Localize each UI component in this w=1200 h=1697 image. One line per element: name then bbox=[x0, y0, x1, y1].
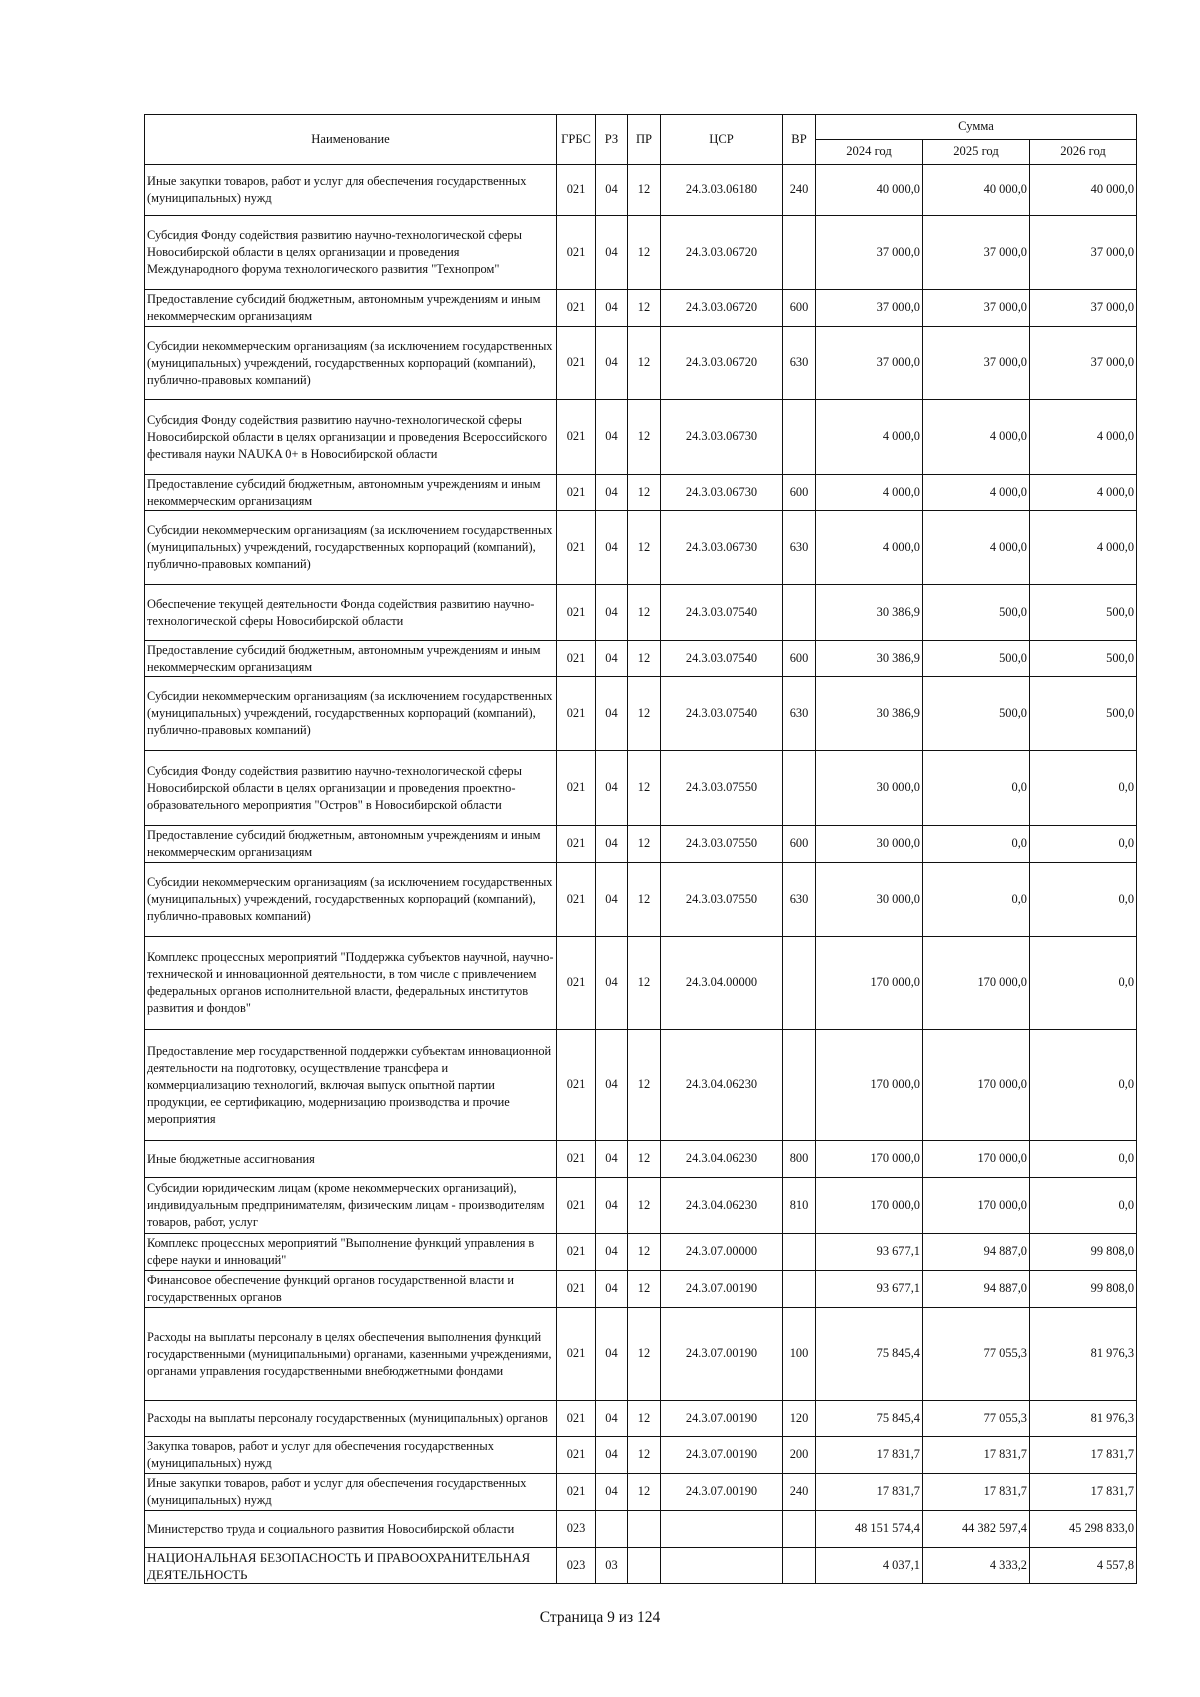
table-row bbox=[145, 216, 1137, 290]
cell-sum-2024: 170 000,0 bbox=[816, 1178, 923, 1234]
cell-grbs: 021 bbox=[557, 863, 596, 937]
table-row bbox=[145, 751, 1137, 826]
cell-rz: 03 bbox=[596, 1548, 628, 1584]
cell-name: Субсидии некоммерческим организациям (за исключением государственных (муниципальных) учреждений, государственных корпораций (компаний), публично-правовых компаний) bbox=[145, 677, 557, 751]
cell-grbs: 021 bbox=[557, 1437, 596, 1474]
cell-sum-2024: 75 845,4 bbox=[816, 1308, 923, 1401]
cell-name: Иные закупки товаров, работ и услуг для обеспечения государственных (муниципальных) нужд bbox=[145, 1474, 557, 1511]
cell-sum-2024: 48 151 574,4 bbox=[816, 1511, 923, 1548]
cell-sum-2025: 170 000,0 bbox=[923, 937, 1030, 1030]
cell-sum-2025: 40 000,0 bbox=[923, 165, 1030, 216]
cell-sum-2026: 4 000,0 bbox=[1030, 475, 1137, 511]
cell-csr: 24.3.03.06720 bbox=[661, 327, 783, 400]
cell-csr bbox=[661, 1548, 783, 1584]
cell-grbs: 021 bbox=[557, 1308, 596, 1401]
cell-name: Предоставление мер государственной поддержки субъектам инновационной деятельности на подготовку, осуществление трансфера и коммерциализацию технологий, включая выпуск опытной партии продукции, ее сертификацию, модернизацию производства и прочие мероприятия bbox=[145, 1030, 557, 1141]
cell-sum-2026: 500,0 bbox=[1030, 585, 1137, 641]
cell-sum-2025: 44 382 597,4 bbox=[923, 1511, 1030, 1548]
cell-vr bbox=[783, 937, 816, 1030]
cell-sum-2026: 81 976,3 bbox=[1030, 1401, 1137, 1437]
table-header bbox=[145, 115, 1137, 165]
table-row bbox=[145, 1141, 1137, 1178]
cell-grbs: 021 bbox=[557, 327, 596, 400]
table-body bbox=[145, 165, 1137, 1584]
cell-grbs: 021 bbox=[557, 216, 596, 290]
cell-sum-2025: 4 000,0 bbox=[923, 400, 1030, 475]
cell-sum-2024: 4 000,0 bbox=[816, 400, 923, 475]
col-header-2026: 2026 год bbox=[1030, 140, 1137, 165]
table-row bbox=[145, 511, 1137, 585]
cell-rz: 04 bbox=[596, 1271, 628, 1308]
cell-name: Расходы на выплаты персоналу в целях обеспечения выполнения функций государственными (муниципальными) органами, казенными учреждениями, органами управления государственными внебюджетными фондами bbox=[145, 1308, 557, 1401]
cell-csr: 24.3.03.06180 bbox=[661, 165, 783, 216]
cell-vr bbox=[783, 400, 816, 475]
cell-name: Обеспечение текущей деятельности Фонда содействия развитию научно-технологической сферы Новосибирской области bbox=[145, 585, 557, 641]
cell-sum-2026: 81 976,3 bbox=[1030, 1308, 1137, 1401]
cell-rz: 04 bbox=[596, 937, 628, 1030]
table-row bbox=[145, 1271, 1137, 1308]
cell-rz: 04 bbox=[596, 290, 628, 327]
cell-name: Субсидии некоммерческим организациям (за исключением государственных (муниципальных) учреждений, государственных корпораций (компаний), публично-правовых компаний) bbox=[145, 511, 557, 585]
cell-rz: 04 bbox=[596, 216, 628, 290]
cell-name: Закупка товаров, работ и услуг для обеспечения государственных (муниципальных) нужд bbox=[145, 1437, 557, 1474]
cell-sum-2024: 37 000,0 bbox=[816, 290, 923, 327]
cell-pr: 12 bbox=[628, 826, 661, 863]
cell-sum-2025: 77 055,3 bbox=[923, 1308, 1030, 1401]
cell-rz: 04 bbox=[596, 641, 628, 677]
table-row bbox=[145, 585, 1137, 641]
cell-sum-2024: 170 000,0 bbox=[816, 937, 923, 1030]
cell-sum-2024: 30 386,9 bbox=[816, 677, 923, 751]
cell-sum-2025: 17 831,7 bbox=[923, 1474, 1030, 1511]
cell-vr: 600 bbox=[783, 826, 816, 863]
cell-rz: 04 bbox=[596, 400, 628, 475]
cell-name: Субсидия Фонду содействия развитию научно-технологической сферы Новосибирской области в целях организации и проведения Всероссийского фестиваля науки NAUKA 0+ в Новосибирской области bbox=[145, 400, 557, 475]
cell-vr: 120 bbox=[783, 1401, 816, 1437]
cell-csr: 24.3.03.07540 bbox=[661, 585, 783, 641]
cell-pr: 12 bbox=[628, 511, 661, 585]
table-row bbox=[145, 1234, 1137, 1271]
cell-rz: 04 bbox=[596, 475, 628, 511]
cell-sum-2025: 77 055,3 bbox=[923, 1401, 1030, 1437]
cell-sum-2025: 0,0 bbox=[923, 863, 1030, 937]
cell-vr: 630 bbox=[783, 511, 816, 585]
cell-vr bbox=[783, 1030, 816, 1141]
cell-pr: 12 bbox=[628, 165, 661, 216]
cell-sum-2024: 37 000,0 bbox=[816, 327, 923, 400]
cell-rz bbox=[596, 1511, 628, 1548]
col-header-vr: ВР bbox=[783, 115, 816, 165]
cell-sum-2024: 75 845,4 bbox=[816, 1401, 923, 1437]
table-row bbox=[145, 1401, 1137, 1437]
cell-vr bbox=[783, 1548, 816, 1584]
cell-rz: 04 bbox=[596, 1030, 628, 1141]
cell-pr: 12 bbox=[628, 585, 661, 641]
cell-sum-2026: 0,0 bbox=[1030, 1178, 1137, 1234]
cell-rz: 04 bbox=[596, 751, 628, 826]
cell-csr: 24.3.04.06230 bbox=[661, 1178, 783, 1234]
cell-pr: 12 bbox=[628, 400, 661, 475]
cell-name: Иные закупки товаров, работ и услуг для обеспечения государственных (муниципальных) нужд bbox=[145, 165, 557, 216]
cell-sum-2024: 170 000,0 bbox=[816, 1141, 923, 1178]
cell-vr bbox=[783, 1234, 816, 1271]
cell-sum-2026: 500,0 bbox=[1030, 641, 1137, 677]
cell-rz: 04 bbox=[596, 327, 628, 400]
cell-vr: 630 bbox=[783, 677, 816, 751]
cell-vr bbox=[783, 1271, 816, 1308]
table-row bbox=[145, 1308, 1137, 1401]
cell-pr: 12 bbox=[628, 1474, 661, 1511]
cell-rz: 04 bbox=[596, 1178, 628, 1234]
cell-sum-2026: 0,0 bbox=[1030, 937, 1137, 1030]
cell-pr: 12 bbox=[628, 327, 661, 400]
cell-pr: 12 bbox=[628, 1308, 661, 1401]
cell-grbs: 021 bbox=[557, 1401, 596, 1437]
table-row bbox=[145, 1437, 1137, 1474]
cell-vr: 800 bbox=[783, 1141, 816, 1178]
cell-grbs: 021 bbox=[557, 937, 596, 1030]
cell-pr: 12 bbox=[628, 1271, 661, 1308]
cell-name: Расходы на выплаты персоналу государственных (муниципальных) органов bbox=[145, 1401, 557, 1437]
cell-name: Финансовое обеспечение функций органов государственной власти и государственных органов bbox=[145, 1271, 557, 1308]
cell-sum-2024: 37 000,0 bbox=[816, 216, 923, 290]
cell-sum-2025: 500,0 bbox=[923, 585, 1030, 641]
cell-sum-2026: 99 808,0 bbox=[1030, 1271, 1137, 1308]
cell-pr: 12 bbox=[628, 937, 661, 1030]
table-row bbox=[145, 165, 1137, 216]
cell-name: Комплекс процессных мероприятий "Выполнение функций управления в сфере науки и инноваций" bbox=[145, 1234, 557, 1271]
cell-vr: 810 bbox=[783, 1178, 816, 1234]
cell-sum-2024: 4 000,0 bbox=[816, 511, 923, 585]
cell-pr: 12 bbox=[628, 290, 661, 327]
cell-vr: 600 bbox=[783, 641, 816, 677]
cell-sum-2026: 4 000,0 bbox=[1030, 400, 1137, 475]
cell-pr: 12 bbox=[628, 1030, 661, 1141]
cell-sum-2026: 40 000,0 bbox=[1030, 165, 1137, 216]
cell-csr: 24.3.07.00190 bbox=[661, 1474, 783, 1511]
cell-csr: 24.3.03.07550 bbox=[661, 863, 783, 937]
table-row bbox=[145, 475, 1137, 511]
cell-rz: 04 bbox=[596, 1141, 628, 1178]
cell-vr bbox=[783, 585, 816, 641]
cell-name: Комплекс процессных мероприятий "Поддержка субъектов научной, научно-технической и инновационной деятельности, в том числе с привлечением федеральных органов исполнительной власти, федеральных институтов развития и фондов" bbox=[145, 937, 557, 1030]
cell-sum-2024: 4 000,0 bbox=[816, 475, 923, 511]
cell-sum-2026: 17 831,7 bbox=[1030, 1437, 1137, 1474]
table-row bbox=[145, 863, 1137, 937]
cell-sum-2026: 37 000,0 bbox=[1030, 216, 1137, 290]
budget-table bbox=[144, 114, 1137, 1584]
cell-rz: 04 bbox=[596, 1401, 628, 1437]
cell-sum-2025: 0,0 bbox=[923, 751, 1030, 826]
cell-sum-2026: 99 808,0 bbox=[1030, 1234, 1137, 1271]
cell-name: Предоставление субсидий бюджетным, автономным учреждениям и иным некоммерческим организациям bbox=[145, 475, 557, 511]
cell-sum-2026: 37 000,0 bbox=[1030, 290, 1137, 327]
cell-vr bbox=[783, 216, 816, 290]
cell-sum-2024: 30 386,9 bbox=[816, 585, 923, 641]
page-number: Страница 9 из 124 bbox=[539, 1609, 661, 1626]
cell-csr: 24.3.03.07550 bbox=[661, 751, 783, 826]
cell-vr: 240 bbox=[783, 165, 816, 216]
cell-pr: 12 bbox=[628, 216, 661, 290]
col-header-2025: 2025 год bbox=[923, 140, 1030, 165]
cell-name: Министерство труда и социального развития Новосибирской области bbox=[145, 1511, 557, 1548]
cell-pr: 12 bbox=[628, 677, 661, 751]
cell-vr bbox=[783, 1511, 816, 1548]
table-row bbox=[145, 400, 1137, 475]
cell-vr: 200 bbox=[783, 1437, 816, 1474]
table-row bbox=[145, 677, 1137, 751]
cell-sum-2026: 17 831,7 bbox=[1030, 1474, 1137, 1511]
cell-pr: 12 bbox=[628, 751, 661, 826]
cell-grbs: 021 bbox=[557, 1474, 596, 1511]
col-header-name: Наименование bbox=[145, 115, 557, 165]
cell-name: НАЦИОНАЛЬНАЯ БЕЗОПАСНОСТЬ И ПРАВООХРАНИТЕЛЬНАЯ ДЕЯТЕЛЬНОСТЬ bbox=[145, 1548, 557, 1584]
cell-grbs: 021 bbox=[557, 1178, 596, 1234]
cell-grbs: 021 bbox=[557, 400, 596, 475]
cell-csr: 24.3.07.00190 bbox=[661, 1271, 783, 1308]
cell-pr: 12 bbox=[628, 1437, 661, 1474]
cell-rz: 04 bbox=[596, 826, 628, 863]
cell-name: Предоставление субсидий бюджетным, автономным учреждениям и иным некоммерческим организациям bbox=[145, 290, 557, 327]
cell-vr: 600 bbox=[783, 475, 816, 511]
cell-pr: 12 bbox=[628, 475, 661, 511]
col-header-rz: РЗ bbox=[596, 115, 628, 165]
cell-grbs: 021 bbox=[557, 1030, 596, 1141]
table-row bbox=[145, 1474, 1137, 1511]
cell-sum-2024: 170 000,0 bbox=[816, 1030, 923, 1141]
cell-sum-2026: 0,0 bbox=[1030, 751, 1137, 826]
cell-grbs: 021 bbox=[557, 585, 596, 641]
cell-csr: 24.3.03.06720 bbox=[661, 216, 783, 290]
cell-pr: 12 bbox=[628, 641, 661, 677]
table-row bbox=[145, 327, 1137, 400]
cell-grbs: 021 bbox=[557, 511, 596, 585]
cell-sum-2024: 30 386,9 bbox=[816, 641, 923, 677]
cell-sum-2026: 0,0 bbox=[1030, 1030, 1137, 1141]
cell-pr: 12 bbox=[628, 1141, 661, 1178]
cell-csr bbox=[661, 1511, 783, 1548]
cell-csr: 24.3.03.06720 bbox=[661, 290, 783, 327]
cell-sum-2025: 37 000,0 bbox=[923, 290, 1030, 327]
cell-grbs: 021 bbox=[557, 1271, 596, 1308]
cell-sum-2025: 4 000,0 bbox=[923, 475, 1030, 511]
table-row bbox=[145, 1178, 1137, 1234]
cell-grbs: 021 bbox=[557, 1141, 596, 1178]
cell-pr bbox=[628, 1548, 661, 1584]
cell-sum-2025: 37 000,0 bbox=[923, 327, 1030, 400]
cell-csr: 24.3.04.06230 bbox=[661, 1030, 783, 1141]
col-header-2024: 2024 год bbox=[816, 140, 923, 165]
cell-vr: 630 bbox=[783, 863, 816, 937]
cell-rz: 04 bbox=[596, 1308, 628, 1401]
col-header-pr: ПР bbox=[628, 115, 661, 165]
cell-sum-2024: 30 000,0 bbox=[816, 863, 923, 937]
cell-pr: 12 bbox=[628, 1178, 661, 1234]
cell-sum-2026: 37 000,0 bbox=[1030, 327, 1137, 400]
table-row bbox=[145, 290, 1137, 327]
cell-csr: 24.3.07.00000 bbox=[661, 1234, 783, 1271]
cell-sum-2024: 30 000,0 bbox=[816, 751, 923, 826]
cell-vr: 600 bbox=[783, 290, 816, 327]
cell-grbs: 021 bbox=[557, 1234, 596, 1271]
cell-sum-2024: 30 000,0 bbox=[816, 826, 923, 863]
cell-name: Иные бюджетные ассигнования bbox=[145, 1141, 557, 1178]
cell-rz: 04 bbox=[596, 677, 628, 751]
cell-name: Субсидия Фонду содействия развитию научно-технологической сферы Новосибирской области в целях организации и проведения проектно-образовательного мероприятия "Остров" в Новосибирской области bbox=[145, 751, 557, 826]
cell-csr: 24.3.03.06730 bbox=[661, 511, 783, 585]
cell-grbs: 021 bbox=[557, 290, 596, 327]
cell-csr: 24.3.03.07540 bbox=[661, 641, 783, 677]
cell-sum-2025: 17 831,7 bbox=[923, 1437, 1030, 1474]
cell-pr: 12 bbox=[628, 863, 661, 937]
cell-sum-2026: 45 298 833,0 bbox=[1030, 1511, 1137, 1548]
cell-rz: 04 bbox=[596, 1234, 628, 1271]
cell-rz: 04 bbox=[596, 1474, 628, 1511]
table-row bbox=[145, 826, 1137, 863]
cell-grbs: 021 bbox=[557, 475, 596, 511]
cell-sum-2025: 500,0 bbox=[923, 641, 1030, 677]
cell-csr: 24.3.04.06230 bbox=[661, 1141, 783, 1178]
cell-pr: 12 bbox=[628, 1234, 661, 1271]
col-header-csr: ЦСР bbox=[661, 115, 783, 165]
cell-name: Субсидии некоммерческим организациям (за исключением государственных (муниципальных) учреждений, государственных корпораций (компаний), публично-правовых компаний) bbox=[145, 863, 557, 937]
cell-name: Субсидии юридическим лицам (кроме некоммерческих организаций), индивидуальным предпринимателям, физическим лицам - производителям товаров, работ, услуг bbox=[145, 1178, 557, 1234]
cell-sum-2026: 0,0 bbox=[1030, 863, 1137, 937]
cell-sum-2025: 4 000,0 bbox=[923, 511, 1030, 585]
cell-sum-2024: 93 677,1 bbox=[816, 1271, 923, 1308]
cell-sum-2025: 37 000,0 bbox=[923, 216, 1030, 290]
cell-sum-2024: 17 831,7 bbox=[816, 1474, 923, 1511]
cell-csr: 24.3.03.07540 bbox=[661, 677, 783, 751]
cell-rz: 04 bbox=[596, 585, 628, 641]
cell-rz: 04 bbox=[596, 511, 628, 585]
cell-vr bbox=[783, 751, 816, 826]
cell-rz: 04 bbox=[596, 863, 628, 937]
cell-sum-2024: 17 831,7 bbox=[816, 1437, 923, 1474]
cell-name: Предоставление субсидий бюджетным, автономным учреждениям и иным некоммерческим организациям bbox=[145, 826, 557, 863]
cell-sum-2024: 40 000,0 bbox=[816, 165, 923, 216]
cell-grbs: 021 bbox=[557, 826, 596, 863]
cell-sum-2025: 4 333,2 bbox=[923, 1548, 1030, 1584]
table-row bbox=[145, 1511, 1137, 1548]
cell-csr: 24.3.07.00190 bbox=[661, 1308, 783, 1401]
cell-vr: 630 bbox=[783, 327, 816, 400]
cell-sum-2025: 170 000,0 bbox=[923, 1178, 1030, 1234]
cell-csr: 24.3.07.00190 bbox=[661, 1401, 783, 1437]
col-header-grbs: ГРБС bbox=[557, 115, 596, 165]
cell-sum-2026: 0,0 bbox=[1030, 826, 1137, 863]
cell-sum-2025: 94 887,0 bbox=[923, 1271, 1030, 1308]
cell-sum-2025: 94 887,0 bbox=[923, 1234, 1030, 1271]
cell-csr: 24.3.03.06730 bbox=[661, 400, 783, 475]
cell-csr: 24.3.03.07550 bbox=[661, 826, 783, 863]
cell-pr bbox=[628, 1511, 661, 1548]
cell-sum-2025: 500,0 bbox=[923, 677, 1030, 751]
cell-sum-2025: 0,0 bbox=[923, 826, 1030, 863]
cell-grbs: 021 bbox=[557, 165, 596, 216]
cell-vr: 240 bbox=[783, 1474, 816, 1511]
cell-name: Предоставление субсидий бюджетным, автономным учреждениям и иным некоммерческим организациям bbox=[145, 641, 557, 677]
cell-sum-2024: 4 037,1 bbox=[816, 1548, 923, 1584]
table-row bbox=[145, 1030, 1137, 1141]
cell-grbs: 023 bbox=[557, 1511, 596, 1548]
cell-sum-2026: 500,0 bbox=[1030, 677, 1137, 751]
cell-sum-2025: 170 000,0 bbox=[923, 1141, 1030, 1178]
cell-pr: 12 bbox=[628, 1401, 661, 1437]
cell-vr: 100 bbox=[783, 1308, 816, 1401]
cell-sum-2026: 0,0 bbox=[1030, 1141, 1137, 1178]
cell-csr: 24.3.03.06730 bbox=[661, 475, 783, 511]
cell-sum-2025: 170 000,0 bbox=[923, 1030, 1030, 1141]
cell-rz: 04 bbox=[596, 1437, 628, 1474]
table-row bbox=[145, 1548, 1137, 1584]
cell-grbs: 021 bbox=[557, 677, 596, 751]
cell-grbs: 023 bbox=[557, 1548, 596, 1584]
col-header-sum: Сумма bbox=[816, 115, 1137, 140]
cell-csr: 24.3.04.00000 bbox=[661, 937, 783, 1030]
cell-name: Субсидии некоммерческим организациям (за исключением государственных (муниципальных) учреждений, государственных корпораций (компаний), публично-правовых компаний) bbox=[145, 327, 557, 400]
table-row bbox=[145, 641, 1137, 677]
cell-sum-2026: 4 557,8 bbox=[1030, 1548, 1137, 1584]
cell-grbs: 021 bbox=[557, 751, 596, 826]
cell-sum-2026: 4 000,0 bbox=[1030, 511, 1137, 585]
table-row bbox=[145, 937, 1137, 1030]
cell-csr: 24.3.07.00190 bbox=[661, 1437, 783, 1474]
cell-sum-2024: 93 677,1 bbox=[816, 1234, 923, 1271]
cell-name: Субсидия Фонду содействия развитию научно-технологической сферы Новосибирской области в целях организации и проведения Международного форума технологического развития "Технопром" bbox=[145, 216, 557, 290]
cell-grbs: 021 bbox=[557, 641, 596, 677]
cell-rz: 04 bbox=[596, 165, 628, 216]
